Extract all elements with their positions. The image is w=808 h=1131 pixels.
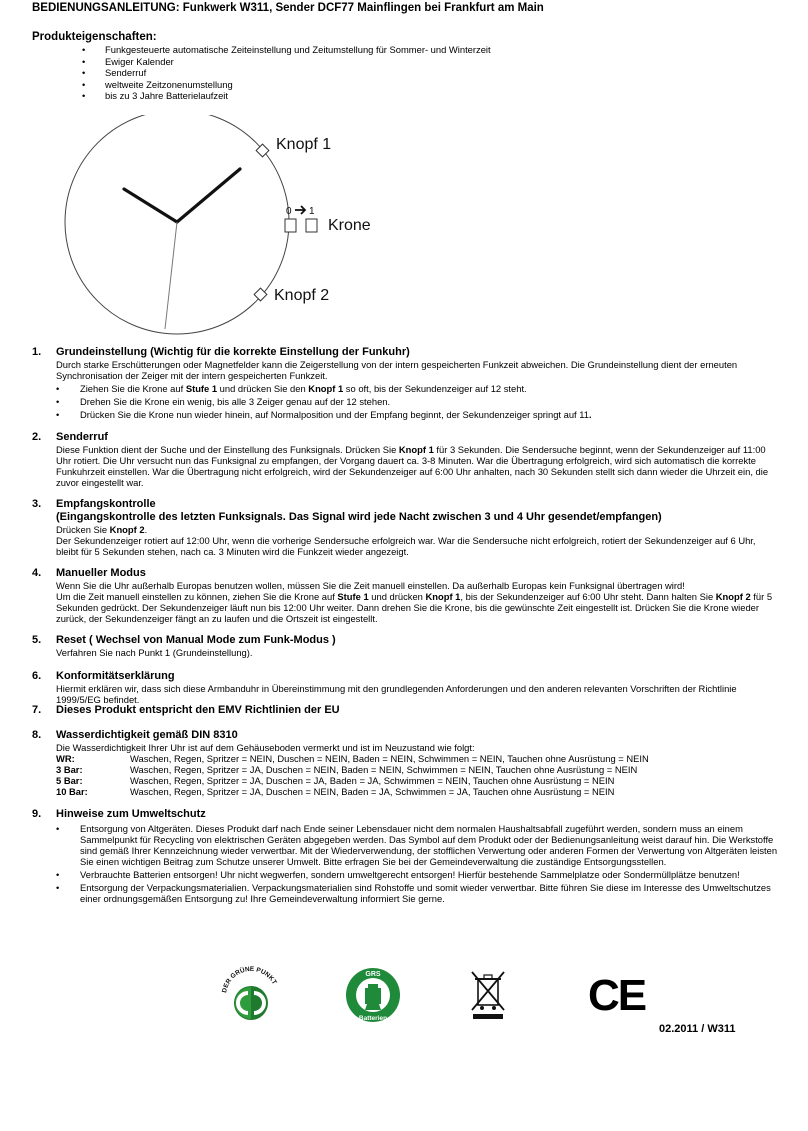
crown-pos-0-label: 0: [286, 206, 292, 217]
knopf2-label: Knopf 2: [274, 287, 330, 304]
list-item: • bis zu 3 Jahre Batterielaufzeit: [90, 90, 491, 102]
footer-code: 02.2011 / W311: [659, 1023, 736, 1035]
paragraph: Wenn Sie die Uhr außerhalb Europas benutzen wollen, müssen Sie die Zeit manuell einstellen. Da außerhalb Europas kein Funksignal übertragen wird!: [56, 580, 685, 591]
list-item: • Drücken Sie die Krone nun wieder hinein, auf Normalposition und der Empfang beginnt, der Sekundenzeiger springt auf 11.: [56, 409, 780, 420]
section-subtitle: (Eingangskontrolle des letzten Funksignals. Das Signal wird jede Nacht zwischen 3 und 4 Uhr gesendet/empfangen): [56, 511, 662, 523]
document-title: BEDIENUNGSANLEITUNG: Funkwerk W311, Sender DCF77 Mainflingen bei Frankfurt am Main: [32, 2, 544, 14]
table-row: 5 Bar: Waschen, Regen, Spritzer = JA, Duschen = JA, Baden = JA, Schwimmen = NEIN, Tauchen ohne Ausrüstung = NEIN: [56, 775, 615, 786]
paragraph: Die Wasserdichtigkeit Ihrer Uhr ist auf dem Gehäuseboden vermerkt und ist im Neuzustand wie folgt:: [56, 742, 475, 753]
ce-mark-icon: CE: [588, 971, 646, 1020]
gruener-punkt-logo-icon: [218, 966, 284, 1024]
list-item: • weltweite Zeitzonenumstellung: [90, 79, 491, 91]
paragraph: Verfahren Sie nach Punkt 1 (Grundeinstellung).: [56, 647, 253, 658]
table-row: WR: Waschen, Regen, Spritzer = NEIN, Duschen = NEIN, Baden = NEIN, Schwimmen = NEIN, Tauchen ohne Ausrüstung = NEIN: [56, 753, 649, 764]
section-number: 2.: [32, 431, 42, 443]
list-item: • Funkgesteuerte automatische Zeiteinstellung und Zeitumstellung für Sommer- und Winterzeit: [90, 44, 491, 56]
list-item: • Senderruf: [90, 67, 491, 79]
section-emv: [32, 704, 780, 717]
list-item: • Ewiger Kalender: [90, 56, 491, 68]
section-grundeinstellung: [32, 346, 780, 422]
second-hand: [165, 222, 177, 329]
gruener-punkt-text: DER GRÜNE PUNKT: [221, 966, 278, 994]
paragraph: Um die Zeit manuell einstellen zu können, ziehen Sie die Krone auf Stufe 1 und drücken Knopf 1, bis der Sekundenzeiger auf 6:00 Uhr steht. Dann halten Sie Knopf 2 für 5 Sekunden gedrückt. Der Sekundenzeiger läuft nun bis 12:00 Uhr weiter. Dann drehen Sie die Krone, bis die gewünschte Zeit eingestellt ist. Drücken Sie die Krone wieder zurück, der Sekundenzeiger fängt an zu laufen und die Ortszeit ist eingestellt.: [56, 591, 773, 624]
section-number: 7.: [32, 704, 42, 716]
properties-heading: Produkteigenschaften:: [32, 31, 157, 43]
section-manueller-modus: [32, 567, 780, 624]
minute-hand: [177, 169, 240, 222]
section-number: 4.: [32, 567, 42, 579]
weee-crossed-bin-icon: [470, 970, 506, 1020]
knopf1-label: Knopf 1: [276, 136, 332, 153]
list-item: • Verbrauchte Batterien entsorgen! Uhr nicht wegwerfen, sondern umweltgerecht entsorgen! Hierfür bestehende Sammelplatze oder Sondermüllplätze benutzen!: [56, 869, 780, 880]
section-number: 8.: [32, 729, 42, 741]
grs-batterien-logo-icon: [344, 966, 402, 1024]
section-number: 6.: [32, 670, 42, 682]
section-umweltschutz: [32, 808, 780, 906]
table-row: 3 Bar: Waschen, Regen, Spritzer = JA, Duschen = NEIN, Baden = NEIN, Schwimmen = NEIN, Tauchen ohne Ausrüstung = NEIN: [56, 764, 638, 775]
paragraph: Durch starke Erschütterungen oder Magnetfelder kann die Zeigerstellung von der intern gespeicherten Funkzeit abweichen. Die Grundeinstellung dient der erneuten Synchronisation der Zeiger mit der intern gespeicherten Funkzeit.: [56, 359, 738, 381]
watch-diagram: [60, 115, 380, 340]
section-empfangskontrolle: [32, 498, 780, 557]
table-row: 10 Bar: Waschen, Regen, Spritzer = JA, Duschen = NEIN, Baden = JA, Schwimmen = JA, Tauchen ohne Ausrüstung = NEIN: [56, 786, 615, 797]
arrow-right-icon: [295, 206, 305, 214]
section-title: Reset ( Wechsel von Manual Mode zum Funk-Modus ): [56, 634, 336, 646]
list-item: • Drehen Sie die Krone ein wenig, bis alle 3 Zeiger genau auf der 12 stehen.: [56, 396, 780, 407]
list-item: • Entsorgung von Altgeräten. Dieses Produkt darf nach Ende seiner Lebensdauer nicht dem normalen Haushaltsabfall zugeführt werden, sondern muss an einem Sammelpunkt für Recycling von elektrischen Geräten abgegeben werden. Das Symbol auf dem Produkt oder der Bedienungsanleitung weist darauf hin. Die Werkstoffe sind gemäß Ihrer Kennzeichnung wieder verwertbar. Mit der Wiederverwendung, der stofflichen Verwertung oder anderen Formen der Verwertung von Altgeräten leisten Sie einen wichtigen Beitrag zum Schutze unserer Umwelt. Bitte erfragen Sie bei der Gemeindeverwaltung die zuständige Entsorgungsstellen.: [56, 823, 780, 867]
hour-hand: [124, 189, 177, 222]
paragraph: Hiermit erklären wir, dass sich diese Armbanduhr in Übereinstimmung mit den grundlegenden Anforderungen und den anderen relevanten Vorschriften der Richtlinie 1999/5/EG befindet.: [56, 683, 737, 705]
section-senderruf: [32, 431, 780, 488]
section-title: Grundeinstellung (Wichtig für die korrekte Einstellung der Funkuhr): [56, 346, 410, 358]
knopf2-pusher-icon: [254, 288, 267, 301]
section-number: 1.: [32, 346, 42, 358]
grs-text: GRS: [365, 971, 381, 978]
section-number: 5.: [32, 634, 42, 646]
paragraph: Diese Funktion dient der Suche und der Einstellung des Funksignals. Drücken Sie Knopf 1 für 3 Sekunden. Die Sendersuche beginnt, wenn der Sekundenzeiger auf 11:00 Uhr rotiert. Die Uhr versucht nun das Funksignal zu empfangen, der Vorgang dauert ca. 3-8 Minuten. War die Übertragung erfolgreich, wird sich automatisch die korrekte Funkuhrzeit einstellen. War die Übertragung nicht erfolgreich, wird der Sekundenzeiger auf 6:00 Uhr anhalten, nach 30 Sekunden stellt sich dann wieder die Uhrzeit ein, die zuvor eingestellt war.: [56, 444, 769, 488]
properties-list: [90, 44, 491, 102]
section-title: Empfangskontrolle: [56, 498, 156, 510]
section-konformitaet: [32, 670, 780, 705]
section-title: Hinweise zum Umweltschutz: [56, 808, 206, 820]
krone-label: Krone: [328, 217, 371, 234]
section-wasserdichtigkeit: [32, 729, 780, 797]
section-reset: [32, 634, 780, 658]
section-title: Manueller Modus: [56, 567, 146, 579]
section-title: Dieses Produkt entspricht den EMV Richtlinien der EU: [56, 704, 340, 716]
list-item: • Ziehen Sie die Krone auf Stufe 1 und drücken Sie den Knopf 1 so oft, bis der Sekundenzeiger auf 12 steht.: [56, 383, 780, 394]
section-title: Wasserdichtigkeit gemäß DIN 8310: [56, 729, 238, 741]
crown-pos-1-label: 1: [309, 206, 315, 217]
paragraph: Drücken Sie Knopf 2.: [56, 524, 148, 535]
crown-position-1-icon: [306, 219, 317, 232]
batterien-text: Batterien: [358, 1015, 388, 1022]
section-title: Senderruf: [56, 431, 108, 443]
section-title: Konformitätserklärung: [56, 670, 175, 682]
section-number: 3.: [32, 498, 42, 510]
list-item: • Entsorgung der Verpackungsmaterialien. Verpackungsmaterialien sind Rohstoffe und somit wieder verwertbar. Bitte führen Sie diese im Interesse des Umweltschutzes einer ordnungsgemäßen Entsorgung zu! Ihre Gemeindeverwaltung informiert Sie gerne.: [56, 882, 780, 904]
crown-position-0-icon: [285, 219, 296, 232]
section-number: 9.: [32, 808, 42, 820]
paragraph: Der Sekundenzeiger rotiert auf 12:00 Uhr, wenn die vorherige Sendersuche erfolgreich war. War die Sendersuche nicht erfolgreich, rotiert der Sekundenzeiger auf 6 Uhr, bleibt für 5 Sekunden stehen, nach ca. 3 Minuten wird die Funkzeit wieder angezeigt.: [56, 535, 756, 557]
